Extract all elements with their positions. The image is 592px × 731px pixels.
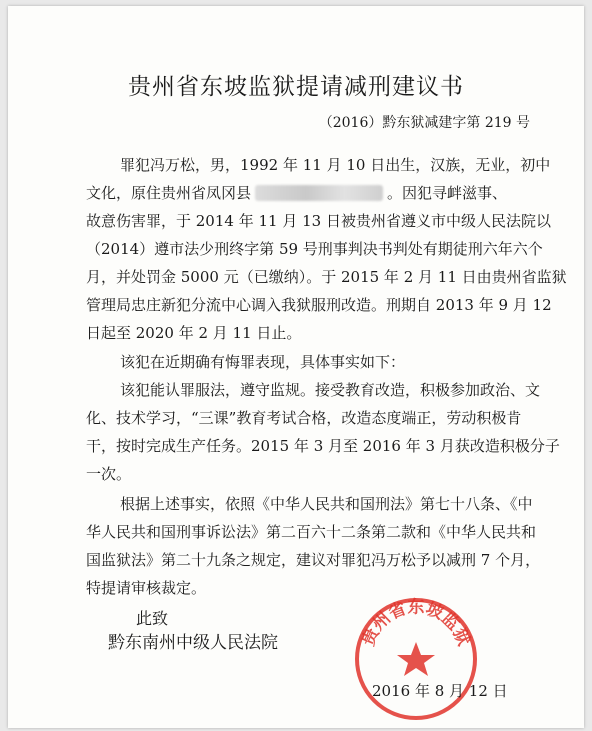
document-title: 贵州省东坡监狱提请减刑建议书 bbox=[128, 74, 464, 100]
para1-line4: （2014）遵市法少刑终字第 59 号刑事判决书判处有期徒刑六年六个 bbox=[86, 240, 543, 258]
para3-line3: 干，按时完成生产任务。2015 年 3 月至 2016 年 3 月获改造积极分子 bbox=[86, 437, 560, 455]
para1-line2-b: 。因犯寻衅滋事、 bbox=[387, 184, 508, 202]
para1-line6: 管理局忠庄新犯分流中心调入我狱服刑改造。刑期自 2013 年 9 月 12 bbox=[86, 296, 552, 314]
para3-line1: 该犯能认罪服法，遵守监规。接受教育改造，积极参加政治、文 bbox=[120, 381, 541, 399]
para1-line2-a: 文化，原住贵州省凤冈县 bbox=[86, 184, 252, 202]
para4-line4: 特提请审核裁定。 bbox=[86, 579, 207, 597]
document-page bbox=[8, 6, 584, 728]
document-number: （2016）黔东狱减建字第 219 号 bbox=[318, 115, 530, 131]
para1-line1: 罪犯冯万松，男，1992 年 11 月 10 日出生，汉族，无业，初中 bbox=[120, 156, 551, 174]
document-date: 2016 年 8 月 12 日 bbox=[372, 682, 508, 700]
closing-salutation: 此致 bbox=[136, 609, 169, 628]
official-seal-stamp bbox=[353, 596, 479, 722]
para1-line3: 故意伤害罪，于 2014 年 11 月 13 日被贵州省遵义市中级人民法院以 bbox=[86, 212, 551, 230]
para1-line5: 月，并处罚金 5000 元（已缴纳）。于 2015 年 2 月 11 日由贵州省监狱 bbox=[86, 268, 567, 286]
recipient-court: 黔东南州中级人民法院 bbox=[108, 633, 278, 653]
para1-line2 bbox=[86, 182, 507, 203]
para3-line4: 一次。 bbox=[86, 465, 132, 483]
para4-line3: 国监狱法》第二十九条之规定，建议对罪犯冯万松予以减刑 7 个月， bbox=[86, 551, 541, 569]
para4-line1: 根据上述事实，依照《中华人民共和国刑法》第七十八条、《中 bbox=[120, 495, 533, 513]
para1-line7: 日起至 2020 年 2 月 11 日止。 bbox=[86, 324, 302, 342]
redacted-address bbox=[255, 185, 383, 201]
svg-text:贵州省东坡监狱: 贵州省东坡监狱 bbox=[358, 597, 474, 649]
para2-line1: 该犯在近期确有悔罪表现，具体事实如下： bbox=[120, 353, 406, 371]
para4-line2: 华人民共和国刑事诉讼法》第二百六十二条第二款和《中华人民共和 bbox=[86, 523, 537, 541]
para3-line2: 化、技术学习，“三课”教育考试合格，改造态度端正，劳动积极肯 bbox=[86, 409, 522, 427]
